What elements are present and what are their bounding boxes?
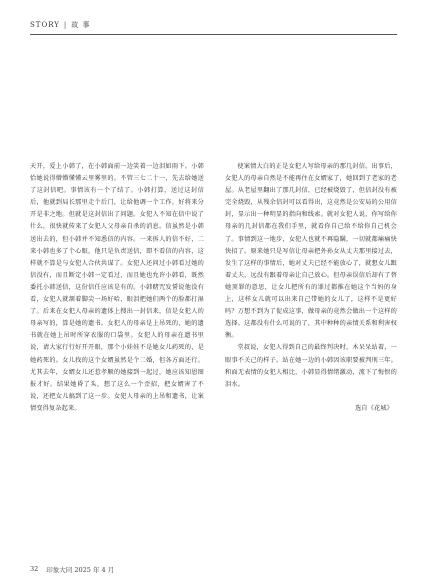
category-label: 故 事 — [71, 21, 91, 29]
section-header — [30, 18, 90, 32]
right-column — [225, 161, 397, 415]
header-divider: | — [63, 21, 68, 29]
source-credit: 选自《花城》 — [354, 404, 393, 412]
page-footer — [30, 565, 114, 574]
left-column — [30, 161, 204, 415]
right-paragraph-2: 堂叔说，女犯人得到自己的最终判决时，木呆呆站着，一眼事不关己的样子。站在她一边的小韩因该职要被判刑三年。和面无表情的女犯人相比，小韩显得情绪激动，流下了悔恨的泪水。 — [225, 344, 397, 388]
section-label: STORY — [30, 21, 60, 29]
right-paragraph-1: 使案情大白的正是女犯人写给母亲的那几封信。出事后，女犯人的母亲自然是不能再住在女婿家了，她回到了老家的老屋。从老屋里翻出了那几封信，已经被烧毁了，但信封没有被完全烧毁，从残余信封可以看得出，这竟然是公安局的公用信封，显示出一种明显的指向和线索。就对女犯人说，你写给你母亲的几封信都在我们手里，就看你自己给不给你自己机会了。事情到这一地步，女犯人也就不再隐瞒，一切就都痛痛快快招了。原来她只是写信让母亲把外孙女从丈夫那里接过去，发生了这样的事情后，她对丈夫已经不能放心了，就想女儿跟着丈夫，远没有跟着母亲让自己放心。但母亲误信后却有了替她顶罪的意思，让女儿把所有的罪过都推在她这个当妈的身上，这样女儿就可以出来自己带她的女儿了，这样不是更好吗？万想不到为了促成这事，做母亲的竟然会做出一个这样的选择。这都没有什么可说的了，其中种种的亲情关系和利害权衡。 — [225, 163, 397, 340]
left-paragraph: 天开，爱上小韩了，在小韩面前一边笑着一边泪如雨下。小韩恰她说得懵懵懂懂云里雾里的。不管三七二十一，先去给她送了这封信吧。事情该有一个了结了。小韩打算，送过这封信后，他就到局长那里走个后门，让给他调一个工作，好将来分开是非之地。但就是这封信出了问题。女犯人不知在信中说了什么，很快就传来了女犯人父母亲自杀的消息。信虽然是小韩送出去的，但小韩并不知悉信的内容。一来拆人的信不好，二来小韩也多了个心眼，他只是负责送信，即不看信的内容，这样就不算是与女犯人合伙共谋了。女犯人还问过小韩看过她的信没有，而且断定小韩一定看过，而且她也允许小韩看，既然委托小韩送信，这份信任应该是有的。小韩赌咒发誓说他没有看，女犯人就颔着脚尖一场好哈，眼泪把她们两个的脸都打湿了。后来在女犯人母亲的遗体上搜出一封信来，信是女犯人的母亲写的，算是她的遗书。女犯人的母亲是上吊死的，她的遗书就在她上吊时所穿衣服的口袋里。女犯人的母亲在遗书里说，请大家行行好开开眼，那个小娃娃不是她女儿药死的，是她药死的。女儿找的这个女婿虽然是个二婚，但各方面还行。尤其去年，女婿女儿还惹孝顺的她接到一起过，她应该知恩图报才好。结果她昏了头，想了这么一个歪招，把女婿害了不说，还把女儿搞到了这一步。女犯人母亲的上吊和遗书，让案情变得复杂起来。 — [30, 163, 204, 412]
publication-info: 印象大同 2025 年 4 月 — [46, 566, 115, 574]
page-number: 32 — [30, 565, 39, 573]
header-rule — [30, 34, 397, 35]
